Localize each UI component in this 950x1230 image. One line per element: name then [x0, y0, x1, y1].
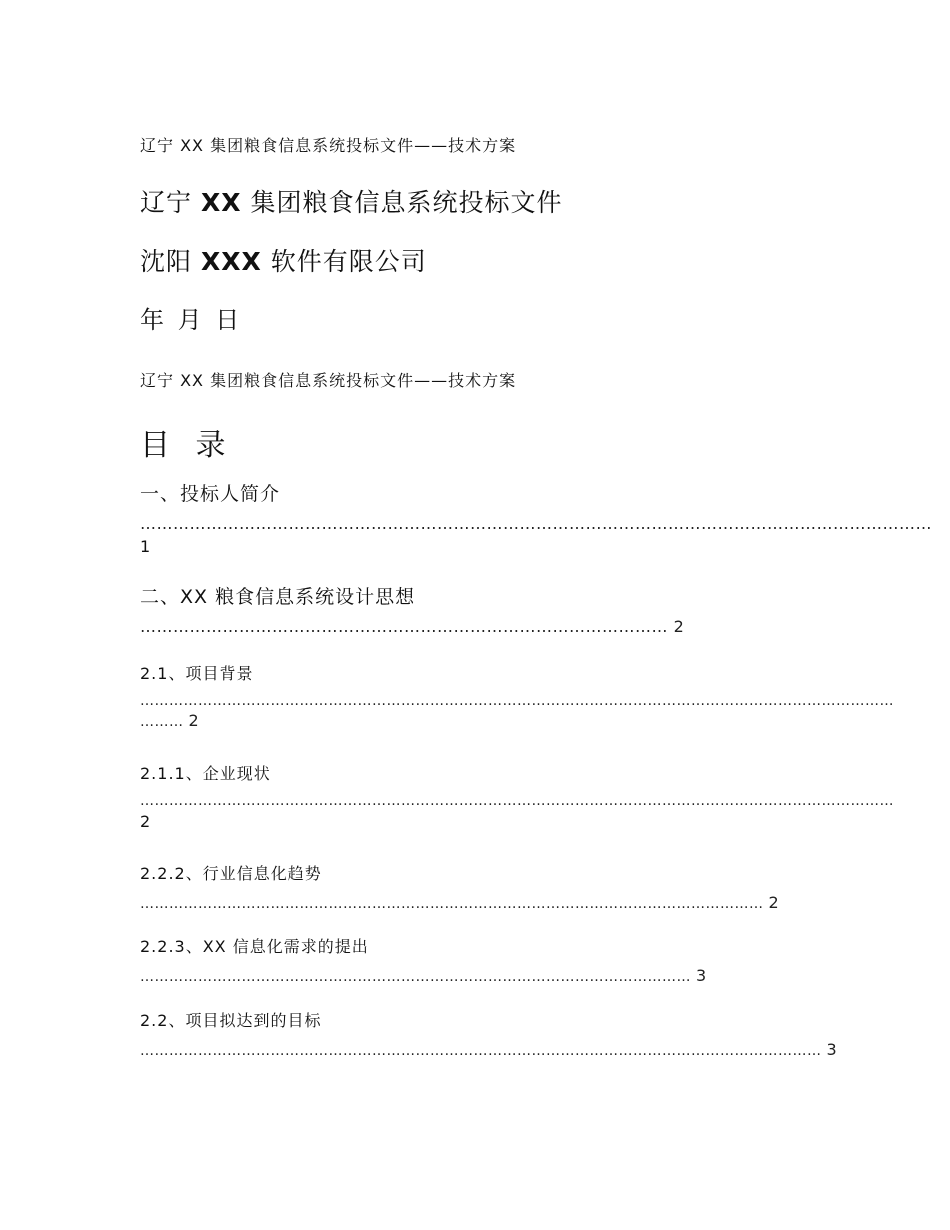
toc-leader: …………………………………………………………………………………… 2: [140, 617, 684, 636]
toc-entry-5[interactable]: [140, 861, 820, 912]
toc-entry-4[interactable]: [140, 761, 894, 831]
toc-page-number: 3: [695, 966, 707, 985]
toc-entry-label: 2.1.1、企业现状: [140, 764, 271, 783]
running-header-2: 辽宁 XX 集团粮食信息系统投标文件——技术方案: [140, 371, 517, 390]
toc-title: 目 录: [140, 428, 234, 463]
toc-entry-7[interactable]: [140, 1008, 837, 1059]
toc-leader: …………………………………………………………………………………………………………………………………………: [140, 693, 894, 709]
company-bold: XXX: [200, 247, 262, 276]
toc-page-number: 1: [140, 537, 151, 556]
company-name: [140, 242, 427, 278]
toc-entry-label: 二、XX 粮食信息系统设计思想: [140, 586, 416, 608]
toc-entry-6[interactable]: [140, 934, 820, 985]
toc-entry-2[interactable]: [140, 582, 820, 636]
title-prefix: 辽宁: [140, 188, 201, 217]
toc-page-number: 2: [140, 812, 151, 831]
running-header: 辽宁 XX 集团粮食信息系统投标文件——技术方案: [140, 136, 517, 155]
toc-entry-label: 2.1、项目背景: [140, 664, 254, 683]
document-title: [140, 183, 562, 219]
toc-entry-1[interactable]: [140, 479, 932, 556]
toc-entry-label: 一、投标人简介: [140, 483, 281, 505]
toc-leader: ………………………………………………………………………………………………………………………………: [140, 514, 932, 533]
toc-leader: ………………………………………………………………………………………………………………… 2: [140, 893, 779, 912]
toc-page-number: 2: [768, 893, 779, 912]
company-prefix: 沈阳: [140, 247, 201, 276]
toc-page-number: 3: [826, 1040, 837, 1059]
toc-leader: …………………………………………………………………………………………………………………………… 3: [140, 1040, 837, 1059]
toc-entry-label: 2.2.3、XX 信息化需求的提出: [140, 937, 369, 956]
title-bold: XX: [200, 188, 242, 217]
company-suffix: 软件有限公司: [261, 247, 427, 276]
toc-entry-label: 2.2.2、行业信息化趋势: [140, 864, 322, 883]
toc-page-number: 2: [673, 617, 684, 636]
toc-leader: …………………………………………………………………………………………………… 3: [140, 966, 707, 985]
document-date: 年 月 日: [140, 306, 243, 334]
toc-leader: …………………………………………………………………………………………………………………………………………: [140, 793, 894, 809]
title-suffix: 集团粮食信息系统投标文件: [241, 188, 563, 217]
toc-page-number: 2: [188, 711, 199, 730]
toc-leader: ……… 2: [140, 711, 199, 730]
toc-entry-label: 2.2、项目拟达到的目标: [140, 1011, 322, 1030]
toc-entry-3[interactable]: [140, 661, 894, 730]
